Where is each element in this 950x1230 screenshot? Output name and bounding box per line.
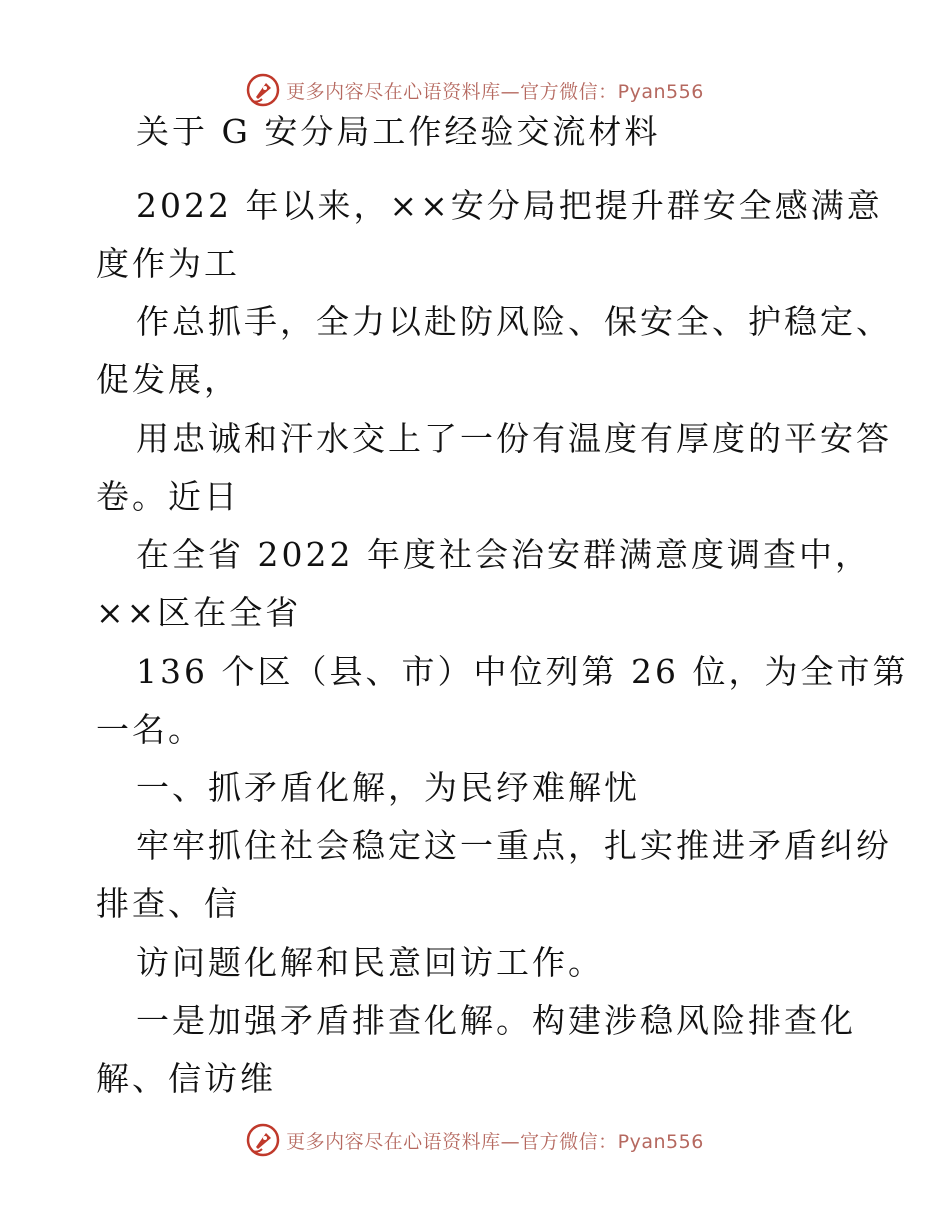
paragraph-line: 促发展， bbox=[96, 360, 240, 399]
footer-watermark bbox=[0, 1120, 950, 1160]
paragraph-line: 度作为工 bbox=[96, 244, 240, 283]
paragraph-line: 136 个区（县、市）中位列第 26 位，为全市第 bbox=[136, 652, 909, 691]
paragraph-line: 访问题化解和民意回访工作。 bbox=[136, 943, 604, 982]
document-title: 关于 G 安分局工作经验交流材料 bbox=[136, 112, 661, 151]
paragraph-line: 牢牢抓住社会稳定这一重点，扎实推进矛盾纠纷 bbox=[136, 826, 892, 865]
paragraph-line: 一是加强矛盾排查化解。构建涉稳风险排查化 bbox=[136, 1001, 856, 1040]
paragraph-line: 卷。近日 bbox=[96, 477, 240, 516]
paragraph-line: 作总抓手，全力以赴防风险、保安全、护稳定、 bbox=[136, 302, 892, 341]
paragraph-line: 解、信访维 bbox=[96, 1059, 276, 1098]
paragraph-line: 2022 年以来，××安分局把提升群安全感满意 bbox=[136, 186, 883, 225]
section-heading: 一、抓矛盾化解，为民纾难解忧 bbox=[136, 768, 640, 807]
paragraph-line: 用忠诚和汗水交上了一份有温度有厚度的平安答 bbox=[136, 419, 892, 458]
paragraph-line: 一名。 bbox=[96, 710, 204, 749]
watermark-text: 更多内容尽在心语资料库—官方微信：Pyan556 bbox=[286, 1130, 704, 1153]
paragraph-line: 排查、信 bbox=[96, 884, 240, 923]
paragraph-line: ××区在全省 bbox=[96, 593, 302, 632]
paragraph-line: 在全省 2022 年度社会治安群满意度调查中， bbox=[136, 535, 871, 574]
watermark-text: 更多内容尽在心语资料库—官方微信：Pyan556 bbox=[286, 80, 704, 103]
pen-nib-logo-icon bbox=[246, 1123, 280, 1157]
